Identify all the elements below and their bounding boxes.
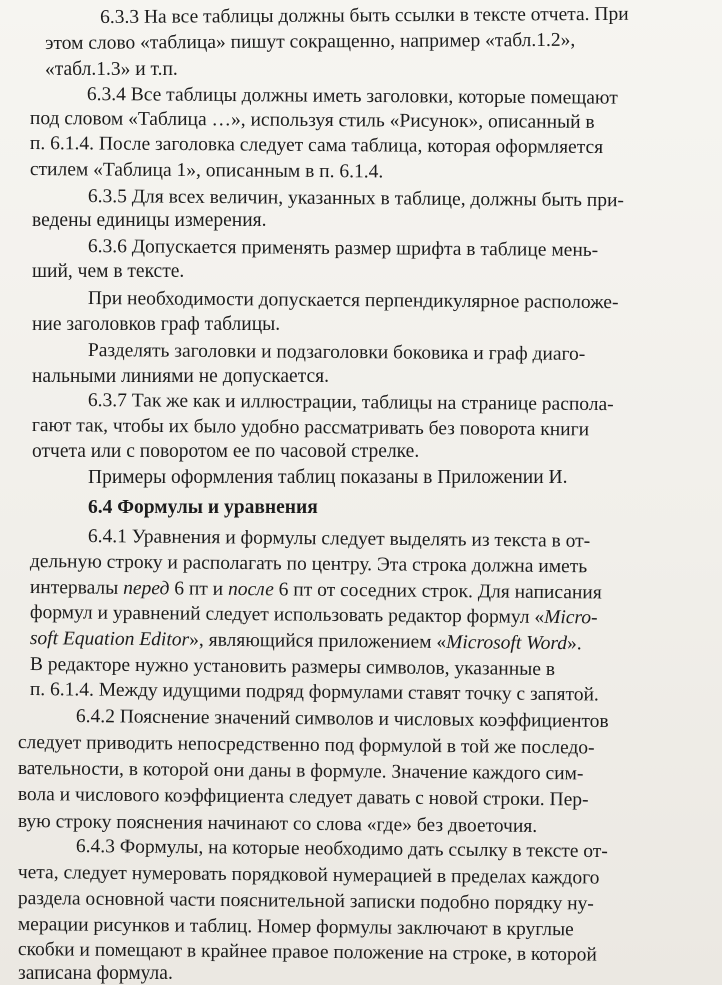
text-line: этом слово «таблица» пишут сокращенно, например «табл.1.2», xyxy=(45,29,576,54)
text-line: п. 6.1.4. После заголовка следует сама таблица, которая оформляется xyxy=(29,132,604,159)
text-line: soft Equation Editor», являющийся приложением «Microsoft Word». xyxy=(29,627,582,655)
text-line: вола и числового коэффициента следует давать с новой строки. Пер- xyxy=(17,783,589,811)
text-line: скобки и помещают в крайнее правое положение на строке, в которой xyxy=(17,938,597,966)
text-line: отчета или с поворотом ее по часовой стрелке. xyxy=(32,441,420,462)
text-line: записана формула. xyxy=(18,963,173,984)
text-line: Примеры оформления таблиц показаны в Приложении И. xyxy=(88,467,568,488)
text-line: следует приводить непосредственно под формулой в той же последо- xyxy=(17,731,595,759)
text-line: 6.4.1 Уравнения и формулы следует выделять из текста в от- xyxy=(87,525,591,552)
section-heading: 6.4 Формулы и уравнения xyxy=(88,497,318,518)
text-line: гают так, чтобы их было удобно рассматривать без поворота книги xyxy=(31,414,590,441)
text-line: п. 6.1.4. Между идущими подряд формулами ставят точку с запятой. xyxy=(29,678,599,706)
text-line: дельную строку и располагать по центру. Эта строка должна иметь xyxy=(29,550,588,578)
text-line: 6.3.4 Все таблицы должны иметь заголовки, которые помещают xyxy=(86,83,618,109)
text-line: 6.4.3 Формулы, на которые необходимо дать ссылку в тексте от- xyxy=(75,835,608,863)
text-line: Разделять заголовки и подзаголовки боковика и граф диаго- xyxy=(87,339,586,365)
text-line: под словом «Таблица …», используя стиль «Рисунок», описанный в xyxy=(29,107,595,133)
text-line: вую строку пояснения начинают со слова «где» без двоеточия. xyxy=(17,810,538,837)
text-line: 6.4.2 Пояснение значений символов и числовых коэффициентов xyxy=(75,705,609,733)
text-line: ведены единицы измерения. xyxy=(32,210,267,231)
text-line: вательности, в которой они даны в формуле. Значение каждого сим- xyxy=(17,757,584,785)
text-line: нальными линиями не допускается. xyxy=(32,366,329,387)
text-line: 6.3.3 На все таблицы должны быть ссылки в тексте отчета. При xyxy=(100,3,629,28)
text-line: При необходимости допускается перпендикулярное расположе- xyxy=(87,287,619,314)
text-line: 6.3.7 Так же как и иллюстрации, таблицы на странице распола- xyxy=(87,389,614,416)
text-line: «табл.1.3» и т.п. xyxy=(45,59,178,80)
text-line: 6.3.5 Для всех величин, указанных в таблице, должны быть при- xyxy=(87,185,625,212)
text-line: ший, чем в тексте. xyxy=(32,261,185,282)
text-line: интервалы перед 6 пт и после 6 пт от соседних строк. Для написания xyxy=(29,576,602,604)
text-line: ние заголовков граф таблицы. xyxy=(32,314,281,335)
text-line: мерации рисунков и таблиц. Номер формулы заключают в круглые xyxy=(17,913,574,941)
text-line: раздела основной части пояснительной записки подобно порядку ну- xyxy=(17,887,594,915)
text-line: стилем «Таблица 1», описанным в п. 6.1.4. xyxy=(29,158,384,183)
text-line: чета, следует нумеровать порядковой нумерацией в пределах каждого xyxy=(17,861,600,889)
text-line: 6.3.6 Допускается применять размер шрифта в таблице мень- xyxy=(87,235,599,262)
text-line: В редакторе нужно установить размеры символов, указанные в xyxy=(29,653,556,681)
text-line: формул и уравнений следует использовать редактор формул «Micro- xyxy=(29,601,598,629)
